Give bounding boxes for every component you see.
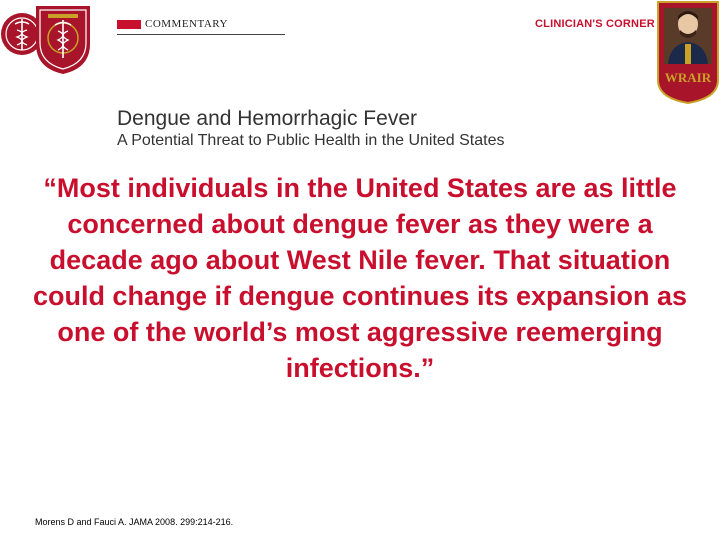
article-subtitle: A Potential Threat to Public Health in the United States: [117, 132, 505, 149]
medical-seal-logo: [0, 0, 100, 76]
wrair-text: WRAIR: [664, 70, 712, 85]
article-title: Dengue and Hemorrhagic Fever: [117, 107, 417, 130]
wrair-crest-logo: [656, 0, 720, 104]
clinicians-corner-label: CLINICIAN'S CORNER: [535, 18, 655, 30]
commentary-accent-bar: [117, 20, 141, 29]
citation: Morens D and Fauci A. JAMA 2008. 299:214-216.: [35, 517, 234, 527]
commentary-label: COMMENTARY: [145, 18, 228, 30]
commentary-divider: [117, 34, 285, 35]
quote-text: “Most individuals in the United States are as little concerned about dengue fever as they were a decade ago about West Nile fever. That situation could change if dengue continues its expansion as one of the world’s most aggressive reemerging infections.”: [32, 173, 688, 383]
